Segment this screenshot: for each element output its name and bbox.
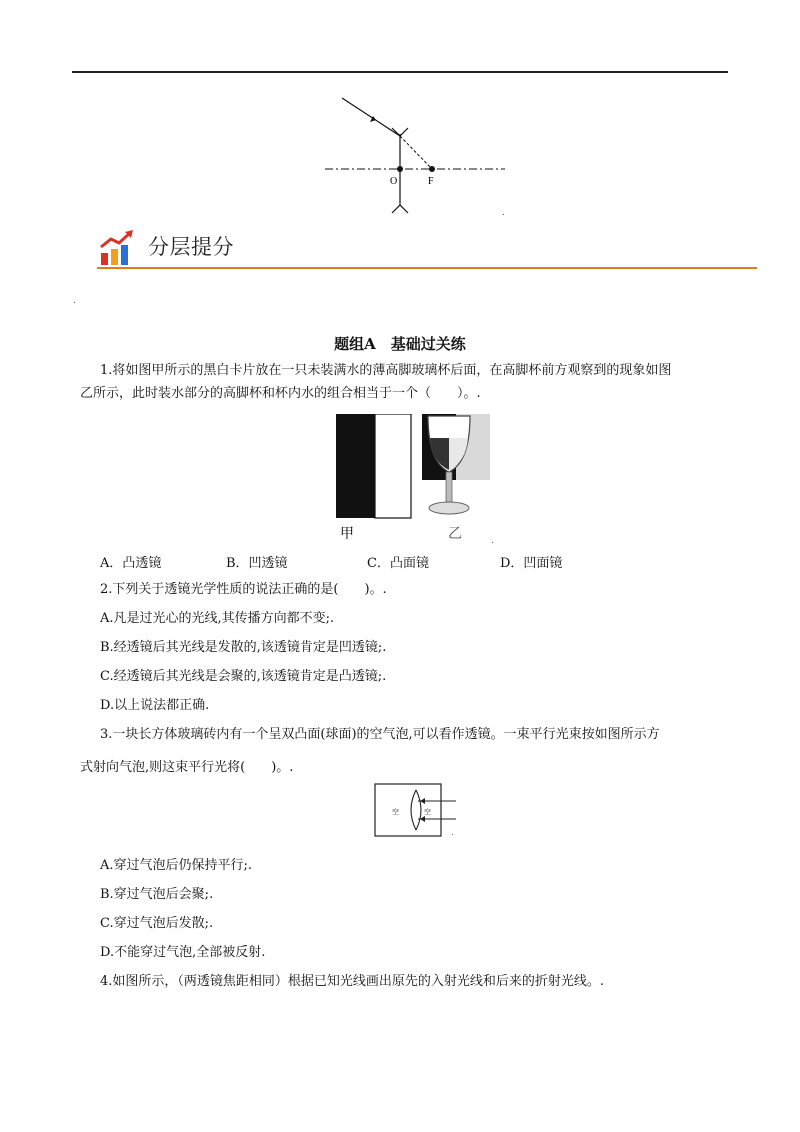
group-title: 题组A 基础过关练 [334,335,466,353]
q1-option-d[interactable]: D．凹面镜 [500,556,563,571]
q3-option-b[interactable]: B.穿过气泡后会聚;. [100,887,214,902]
banner-underline [97,267,757,269]
extended-ray [400,136,432,169]
card-and-glass-figure [336,414,496,544]
glass-brick [375,784,441,836]
stray-dot: . [451,828,454,838]
q2-option-c[interactable]: C.经透镜后其光线是会聚的,该透镜肯定是凸透镜;. [100,669,387,684]
q3-option-d[interactable]: D.不能穿过气泡,全部被反射. [100,945,266,960]
fig-label-right: 空 [424,808,431,816]
lens-bottom-arrow [392,205,408,213]
q1-text-line1: 1.将如图甲所示的黑白卡片放在一只未装满水的薄高脚玻璃杯后面，在高脚杯前方观察到的现象如图 [100,363,672,378]
stray-dot: . [491,536,494,546]
banner-title: 分层提分 [148,235,234,259]
top-rule [72,71,728,73]
q4-text: 4.如图所示，（两透镜焦距相同）根据已知光线画出原先的入射光线和后来的折射光线。. [100,974,605,989]
optical-center-point [397,166,403,172]
label-yi: 乙 [448,526,462,542]
q2-option-b[interactable]: B.经透镜后其光线是发散的,该透镜肯定是凹透镜;. [100,640,387,655]
glass-base [429,502,469,514]
stray-dot: . [73,296,76,306]
q1-option-c[interactable]: C．凸面镜 [367,556,429,571]
q3-option-a[interactable]: A.穿过气泡后仍保持平行;. [100,858,253,873]
q1-option-b[interactable]: B．凹透镜 [226,556,288,571]
q2-text: 2.下列关于透镜光学性质的说法正确的是( )。. [100,582,387,597]
q3-text-line1: 3.一块长方体玻璃砖内有一个呈双凸面(球面)的空气泡,可以看作透镜。一束平行光束按如图所示方 [100,727,660,742]
q1-text-line2: 乙所示，此时装水部分的高脚杯和杯内水的组合相当于一个（ ）。. [80,386,481,401]
chart-growth-icon [99,229,137,267]
q1-option-a[interactable]: A．凸透镜 [100,556,162,571]
glass-stem [446,472,452,502]
stray-dot: . [502,208,505,218]
q3-text-line2: 式射向气泡,则这束平行光将( )。. [80,760,294,775]
incident-ray [342,98,400,136]
q3-option-c[interactable]: C.穿过气泡后发散;. [100,916,214,931]
q2-option-d[interactable]: D.以上说法都正确. [100,698,210,713]
black-half-card [336,414,375,518]
label-f: F [428,176,434,187]
concave-lens-ray-diagram [320,92,520,222]
focus-point [429,166,435,172]
white-half-card [375,414,411,518]
label-o: O [390,176,398,187]
fig-label-left: 空 [392,808,399,816]
q2-option-a[interactable]: A.凡是过光心的光线,其传播方向都不变;. [100,611,335,626]
label-jia: 甲 [340,526,354,542]
